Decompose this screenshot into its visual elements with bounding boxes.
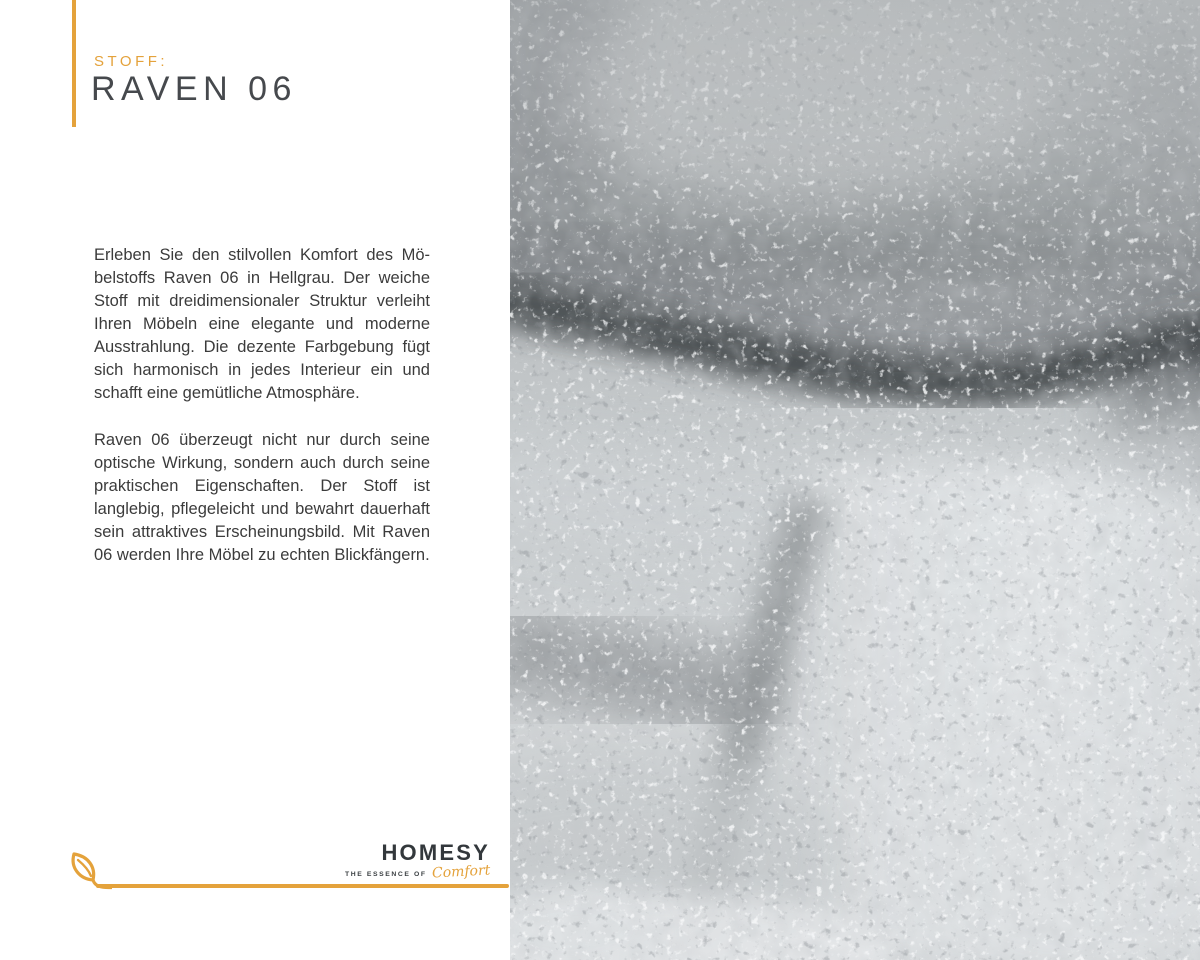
accent-bar [72,0,76,127]
brand-logo [345,841,490,880]
tagline-prefix: THE ESSENCE OF [344,871,427,878]
fabric-type-label: STOFF: [94,53,169,70]
description-paragraph-2: Raven 06 überzeugt nicht nur durch seine optische Wirkung, sondern auch durch seine praktischen Eigenschaften. Der Stoff ist langlebig, pflegeleicht und bewahrt dauerhaft sein attraktives Erscheinungsbild. Mit Raven 06 werden Ihre Möbel zu echten Blickfängern. [94,431,430,564]
fabric-description [94,244,430,591]
accent-rule [96,884,509,888]
brand-tagline [345,864,490,880]
fabric-photo-art [510,0,1200,960]
fabric-photo [510,0,1200,960]
fabric-name-title: RAVEN 06 [91,70,297,108]
text-panel [0,0,510,960]
brand-name: HOMESY [381,840,490,865]
description-paragraph-1: Erleben Sie den stilvollen Komfort des Möbelstoffs Raven 06 in Hellgrau. Der weiche Stoff mit dreidimensionaler Struktur verleiht Ihren Möbeln eine elegante und moderne Ausstrahlung. Die dezente Farbgebung fügt sich harmonisch in jedes Interieur ein und schafft eine gemütliche Atmosphäre. [94,246,430,402]
tagline-script: Comfort [431,862,491,882]
